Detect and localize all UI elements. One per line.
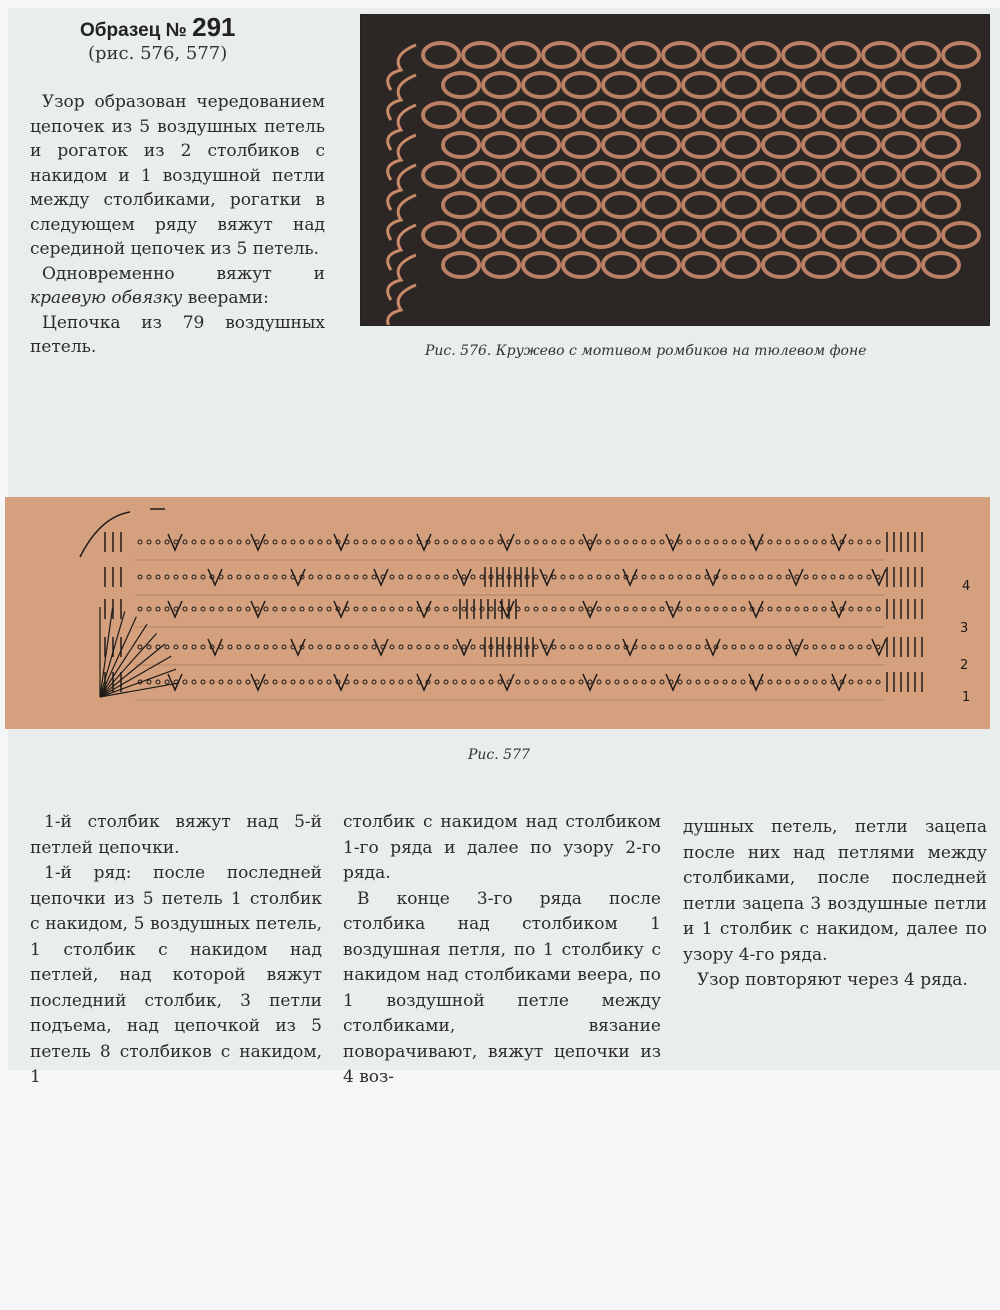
- crochet-diagram: [5, 497, 990, 729]
- intro-text: [30, 90, 325, 360]
- text-column-1: [30, 810, 322, 1091]
- edge-trim-term: краевую обвязку: [30, 288, 183, 308]
- lace-photo-image: [361, 15, 989, 325]
- title-number: 291: [192, 12, 236, 42]
- figure-577-caption: Рис. 577: [468, 747, 530, 763]
- figure-576-caption: Рис. 576. Кружево с мотивом ромбиков на тюлевом фоне: [425, 343, 867, 359]
- row-number-4: 4: [962, 579, 971, 594]
- pattern-title: [80, 12, 236, 43]
- row-number-2: 2: [960, 658, 969, 673]
- crochet-chart: [5, 497, 990, 729]
- column-1-paragraph-1: 1-й столбик вяжут над 5-й петлей цепочки.: [30, 812, 322, 858]
- column-3-paragraph-1: душных петель, петли зацепа после них над петлями между столбиками, после последней петли зацепа 3 воздушные петли и 1 столбик с накидом, далее по узору 4-го ряда.: [683, 817, 987, 965]
- intro-paragraph-2: Одновременно вяжут и краевую обвязку веерами:: [30, 263, 325, 308]
- column-3-paragraph-2: Узор повторяют через 4 ряда.: [697, 970, 968, 990]
- intro-paragraph-3: Цепочка из 79 воздушных петель.: [30, 312, 325, 357]
- intro-paragraph-1: Узор образован чередованием цепочек из 5 воздушных петель и рогаток из 2 столбиков с накидом и 1 воздушной петли между столбиками, рогатки в следующем ряду вяжут над серединой цепочек из 5 петель.: [30, 92, 325, 259]
- row-number-3: 3: [960, 621, 969, 636]
- lace-photo: [360, 14, 990, 326]
- column-2-paragraph-2: В конце 3-го ряда после столбика над столбиком 1 воздушная петля, по 1 столбику с накидом над столбиками веера, по 1 воздушной петле между столбиками, вязание поворачивают, вяжут цепочки из 4 воз-: [343, 888, 661, 1087]
- pattern-subtitle: (рис. 576, 577): [88, 43, 228, 64]
- text-column-2: [343, 810, 661, 1091]
- column-2-paragraph-1: столбик с накидом над столбиком 1-го ряда и далее по узору 2-го ряда.: [343, 812, 661, 883]
- title-prefix: Образец №: [80, 20, 187, 41]
- row-number-1: 1: [962, 690, 971, 705]
- text-column-3: [683, 815, 987, 994]
- column-1-paragraph-2: 1-й ряд: после последней цепочки из 5 петель 1 столбик с накидом, 5 воздушных петель, 1 столбик с накидом над петлей, над которой вяжут последний столбик, 3 петли подъема, над цепочкой из 5 петель 8 столбиков с накидом, 1: [30, 863, 322, 1087]
